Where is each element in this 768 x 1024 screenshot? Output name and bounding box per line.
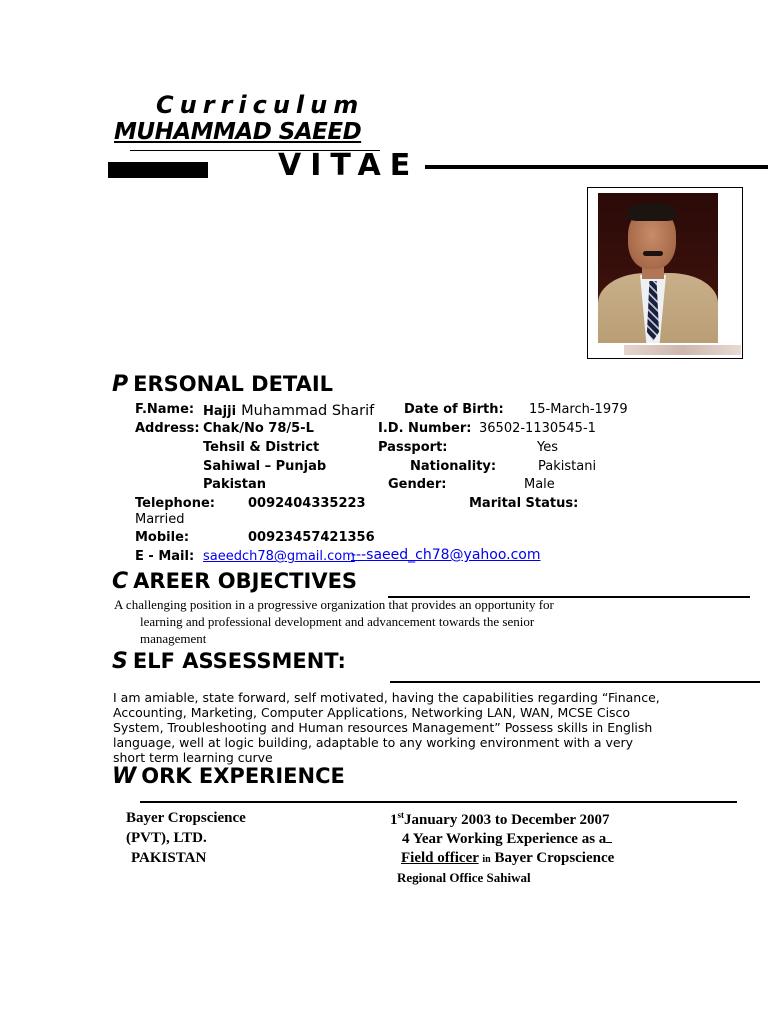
work-dates xyxy=(390,810,610,829)
telephone-value: 0092404335223 xyxy=(248,496,366,511)
email-label: E - Mail: xyxy=(135,549,195,564)
self-heading-rest: ELF ASSESSMENT: xyxy=(132,649,346,673)
email-separator: --- xyxy=(351,547,367,563)
career-objectives-heading xyxy=(112,569,357,594)
experience-text: 4 Year Working Experience as a xyxy=(402,831,607,847)
vitae-rule xyxy=(425,165,768,169)
mobile-label: Mobile: xyxy=(135,530,190,545)
mobile-value: 00923457421356 xyxy=(248,530,375,545)
career-heading-initial: C xyxy=(112,569,129,594)
work-role-line xyxy=(401,850,614,867)
career-line-1: A challenging position in a progressive organization that provides an opportunity for xyxy=(114,597,554,612)
photo-background xyxy=(598,193,718,343)
photo-hair xyxy=(628,203,676,221)
fname-value-prefix: Hajji xyxy=(203,404,237,419)
work-role: Field officer xyxy=(401,850,479,866)
self-line-2: Accounting, Marketing, Computer Applications, Networking LAN, WAN, MCSE Cisco xyxy=(113,705,631,720)
fname-value xyxy=(203,400,374,419)
marital-status-label: Marital Status: xyxy=(469,496,579,511)
career-heading-rest: AREER OBJECTIVES xyxy=(133,569,358,593)
work-date-rest: January 2003 to December 2007 xyxy=(404,812,610,828)
work-heading-initial: W xyxy=(112,764,137,789)
work-experience-heading xyxy=(112,764,345,789)
career-line-3: management xyxy=(140,631,207,646)
dob-value: 15-March-1979 xyxy=(529,402,628,417)
address-line-3: Sahiwal – Punjab xyxy=(203,459,327,474)
company-line-1: Bayer Cropscience xyxy=(126,810,246,826)
company-line-3: PAKISTAN xyxy=(131,850,207,866)
email-link-yahoo[interactable]: saeed_ch78@yahoo.com xyxy=(366,547,541,563)
personal-detail-heading xyxy=(112,372,333,397)
personal-heading-rest: ERSONAL DETAIL xyxy=(133,372,334,396)
work-date-suffix: st xyxy=(397,810,404,820)
self-line-5: short term learning curve xyxy=(113,750,273,765)
gender-value: Male xyxy=(524,477,555,492)
work-office: Regional Office Sahiwal xyxy=(397,870,531,885)
address-line-4: Pakistan xyxy=(203,477,267,492)
dob-label: Date of Birth: xyxy=(404,402,504,417)
personal-heading-initial: P xyxy=(112,372,129,397)
self-line-1: I am amiable, state forward, self motivated, having the capabilities regarding “Finance, xyxy=(113,690,660,705)
work-role-company: Bayer Cropscience xyxy=(494,850,615,866)
photo-strip xyxy=(624,345,741,355)
candidate-name: MUHAMMAD SAEED xyxy=(114,119,362,145)
work-date-day: 1 xyxy=(390,812,398,828)
marital-status-value: Married xyxy=(135,512,185,527)
self-line-4: language, well at logic building, adaptable to any working environment with a very xyxy=(113,735,634,750)
curriculum-title: Curriculum xyxy=(156,91,365,119)
nationality-value: Pakistani xyxy=(538,459,597,474)
address-line-2: Tehsil & District xyxy=(203,440,320,455)
id-number-value: 36502-1130545-1 xyxy=(479,421,596,436)
passport-value: Yes xyxy=(537,440,558,455)
fname-value-main: Muhammad Sharif xyxy=(241,403,375,419)
company-line-2: (PVT), LTD. xyxy=(126,830,207,846)
black-bar xyxy=(108,162,208,178)
self-rule xyxy=(390,681,760,683)
self-assessment-heading xyxy=(112,649,346,674)
fname-label: F.Name: xyxy=(135,402,195,417)
self-heading-initial: S xyxy=(112,649,128,674)
work-role-in: in xyxy=(482,854,491,865)
career-line-2: learning and professional development and advancement towards the senior xyxy=(140,614,535,629)
work-heading-rest: ORK EXPERIENCE xyxy=(141,764,345,788)
gender-label: Gender: xyxy=(388,477,447,492)
vitae-title: VITAE xyxy=(278,148,420,183)
work-rule xyxy=(140,801,737,803)
passport-label: Passport: xyxy=(378,440,448,455)
photo-mustache xyxy=(643,251,663,256)
email-separator-and-yahoo[interactable] xyxy=(351,547,541,563)
id-number-label: I.D. Number: xyxy=(378,421,472,436)
telephone-label: Telephone: xyxy=(135,496,215,511)
work-experience-line xyxy=(402,830,612,848)
address-line-1: Chak/No 78/5-L xyxy=(203,421,314,436)
profile-photo xyxy=(587,187,743,359)
self-line-3: System, Troubleshooting and Human resources Management” Possess skills in English xyxy=(113,720,653,735)
experience-underscore xyxy=(606,830,612,843)
address-label: Address: xyxy=(135,421,200,436)
email-link-gmail[interactable]: saeedch78@gmail.com xyxy=(203,549,355,564)
nationality-label: Nationality: xyxy=(410,459,497,474)
